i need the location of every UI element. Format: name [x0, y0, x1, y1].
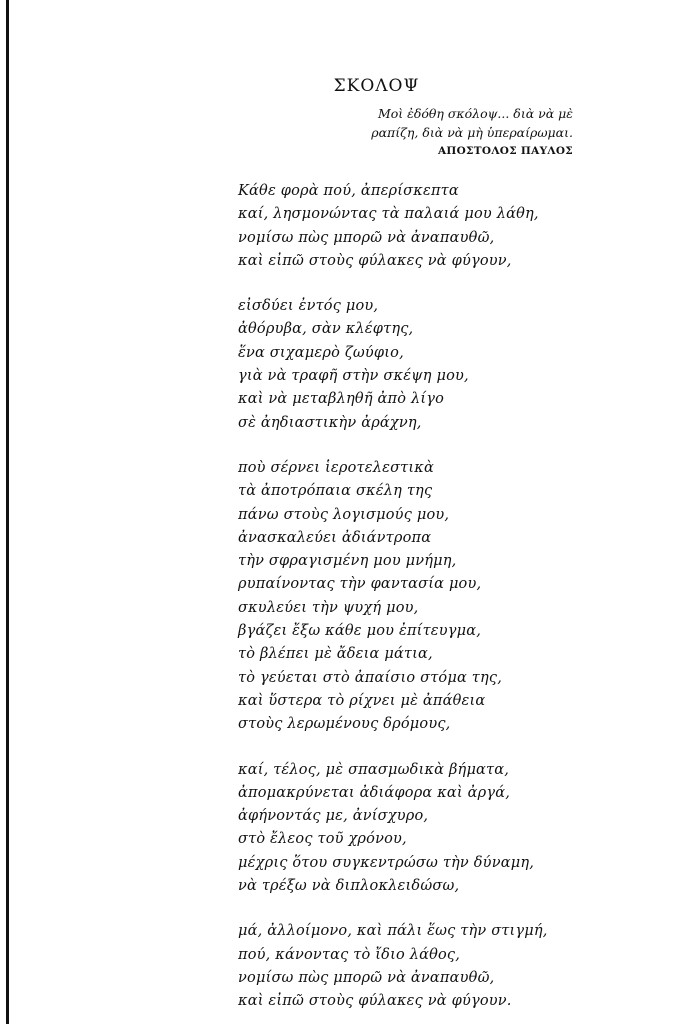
poem-line: Κάθε φορὰ πού, ἀπερίσκεπτα: [238, 183, 459, 199]
poem-line: καὶ ὕστερα τὸ ρίχνει μὲ ἀπάθεια: [238, 692, 486, 709]
poem-body: [238, 180, 658, 1036]
poem-line: ἀνασκαλεύει ἀδιάντροπα: [238, 529, 432, 546]
epigraph-line: Μοὶ ἐδόθη σκόλοψ... διὰ νὰ μὲ: [377, 106, 573, 121]
epigraph-line: ραπίζη, διὰ νὰ μὴ ὑπεραίρωμαι.: [371, 125, 573, 140]
stanza-4: [238, 759, 658, 899]
poem-line: μά, ἀλλοίμονο, καὶ πάλι ἕως τὴν στιγμή,: [238, 923, 548, 940]
poem-line: καὶ νὰ μεταβληθῆ ἀπὸ λίγο: [238, 391, 445, 408]
page-edge-rule: [6, 0, 9, 1024]
poem-line: ἕνα σιχαμερὸ ζωύφιο,: [238, 344, 404, 361]
poem-line: ρυπαίνοντας τὴν φαντασία μου,: [238, 576, 482, 593]
poem-line: στὸ ἔλεος τοῦ χρόνου,: [238, 831, 407, 848]
poem-line: μέχρις ὅτου συγκεντρώσω τὴν δύναμη,: [238, 854, 535, 871]
poem-line: στοὺς λερωμένους δρόμους,: [238, 716, 451, 733]
poem-line: σὲ ἀηδιαστικὴν ἀράχνη,: [238, 414, 422, 431]
poem-title: ΣΚΟΛΟΨ: [333, 76, 420, 96]
stanza-3: [238, 457, 658, 737]
poem-line: βγάζει ἔξω κάθε μου ἐπίτευγμα,: [238, 623, 482, 640]
epigraph: [371, 104, 573, 161]
poem-line: ποὺ σέρνει ἱεροτελεστικὰ: [238, 459, 434, 476]
poem-line: τὰ ἀποτρόπαια σκέλη της: [238, 483, 433, 500]
poem-line: τὴν σφραγισμένη μου μνήμη,: [238, 553, 457, 570]
poem-line: γιὰ νὰ τραφῆ στὴν σκέψη μου,: [238, 368, 469, 385]
stanza-5: [238, 920, 658, 1013]
poem-line: πού, κάνοντας τὸ ἴδιο λάθος,: [238, 946, 461, 963]
poem-line: τὸ γεύεται στὸ ἀπαίσιο στόμα της,: [238, 669, 503, 686]
poem-line: καὶ εἰπῶ στοὺς φύλακες νὰ φύγουν.: [238, 993, 512, 1010]
poem-line: εἰσδύει ἐντός μου,: [238, 298, 379, 315]
poem-line: πάνω στοὺς λογισμούς μου,: [238, 506, 450, 523]
poem-line: νὰ τρέξω νὰ διπλοκλειδώσω,: [238, 878, 460, 895]
poem-line: νομίσω πὼς μπορῶ νὰ ἀναπαυθῶ,: [238, 229, 495, 246]
epigraph-author: ΑΠΟΣΤΟΛΟΣ ΠΑΥΛΟΣ: [437, 145, 573, 157]
stanza-1: [238, 180, 658, 273]
poem-line: ἀθόρυβα, σὰν κλέφτης,: [238, 321, 414, 338]
poem-line: καί, λησμονώντας τὰ παλαιά μου λάθη,: [238, 206, 539, 223]
stanza-2: [238, 295, 658, 435]
poem-line: σκυλεύει τὴν ψυχή μου,: [238, 599, 419, 616]
poem-line: ἀπομακρύνεται ἀδιάφορα καὶ ἀργά,: [238, 784, 511, 801]
poem-line: καὶ εἰπῶ στοὺς φύλακες νὰ φύγουν,: [238, 252, 512, 269]
poem-line: ἀφήνοντάς με, ἀνίσχυρο,: [238, 808, 429, 825]
poem-line: καί, τέλος, μὲ σπασμωδικὰ βήματα,: [238, 761, 510, 778]
poem-line: τὸ βλέπει μὲ ἄδεια μάτια,: [238, 646, 433, 663]
poem-line: νομίσω πὼς μπορῶ νὰ ἀναπαυθῶ,: [238, 969, 495, 986]
